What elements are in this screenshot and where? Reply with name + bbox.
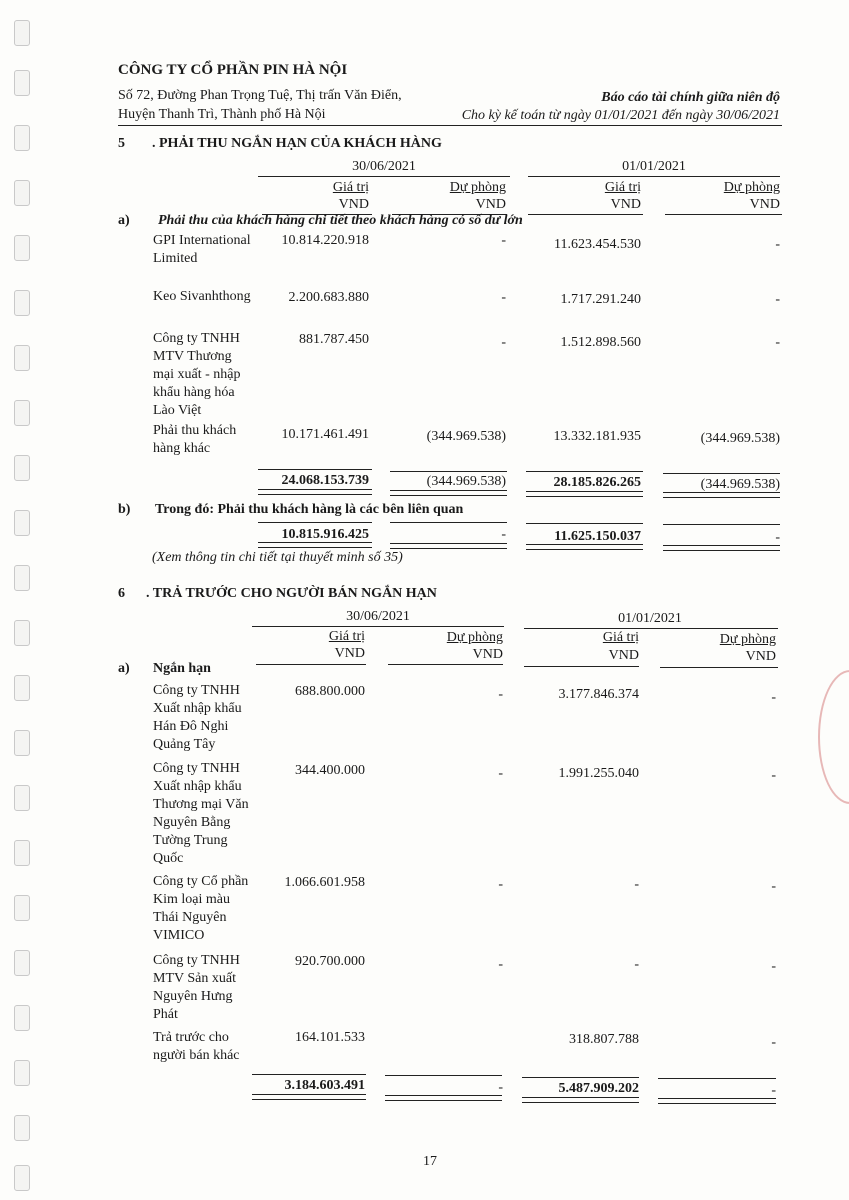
s5-total-top-rule (526, 471, 643, 472)
s5-unit-rule (665, 214, 782, 215)
s6-row-v2: - (634, 957, 639, 972)
s6-row-v1: 1.066.601.958 (284, 875, 365, 890)
s6-date-rule-1 (252, 626, 504, 627)
s6-row-v2: 1.991.255.040 (558, 766, 639, 781)
section-6-title: . TRẢ TRƯỚC CHO NGƯỜI BÁN NGẮN HẠN (146, 586, 437, 601)
s5-row-name: Phải thu khách hàng khác (153, 423, 237, 456)
s5-total-double-rule (258, 489, 372, 495)
s6-total-top-rule (385, 1075, 502, 1076)
s5-a-title: Phải thu của khách hàng chi tiết theo khách hàng có số dư lớn (158, 213, 523, 228)
s6-row-p2: - (771, 690, 776, 705)
s5-total-top-rule (258, 469, 372, 470)
s6-unit-rule (256, 664, 366, 665)
s5-row-p2: - (775, 292, 780, 307)
s6-row-name: Công ty TNHH MTV Sản xuất Nguyên Hưng Phát (153, 953, 240, 1022)
s5-row-v2: 1.512.898.560 (560, 335, 641, 350)
address-line-2: Huyện Thanh Trì, Thành phố Hà Nội (118, 107, 326, 122)
binder-holes (14, 0, 34, 1200)
report-title: Báo cáo tài chính giữa niên độ (601, 90, 780, 105)
s6-unit-rule (524, 666, 639, 667)
s6-unit-1: VND (334, 646, 365, 661)
s5-a-label: a) (118, 213, 130, 228)
s5-b-top-rule (258, 522, 372, 523)
binder-hole (14, 950, 30, 976)
header-rule (118, 125, 782, 126)
red-stamp-fragment (818, 670, 849, 804)
s5-row-name: Keo Sivanhthong (153, 289, 251, 304)
s5-total-top-rule (663, 473, 780, 474)
s6-row-p2: - (771, 959, 776, 974)
page-number: 17 (423, 1154, 437, 1169)
s6-unit-2: VND (472, 647, 503, 662)
s5-unit-rule (528, 214, 643, 215)
binder-hole (14, 1115, 30, 1141)
s6-date-2: 01/01/2021 (618, 611, 682, 626)
address-line-1: Số 72, Đường Phan Trọng Tuệ, Thị trấn Văn Điển, (118, 88, 402, 103)
s6-row-v1: 920.700.000 (295, 954, 365, 969)
section-5-number: 5 (118, 136, 125, 151)
binder-hole (14, 785, 30, 811)
s6-col-prov-2: Dự phòng (719, 632, 776, 647)
s6-row-v1: 164.101.533 (295, 1030, 365, 1045)
s6-total-double-rule (252, 1094, 366, 1100)
s6-total-double-rule (658, 1098, 776, 1104)
s5-col-prov-2: Dự phòng (723, 180, 780, 195)
s6-total-p1: - (498, 1080, 503, 1095)
s5-total-double-rule (390, 490, 507, 496)
s5-row-name: GPI International Limited (153, 233, 251, 266)
binder-hole (14, 70, 30, 96)
s5-row-v2: 11.623.454.530 (554, 237, 641, 252)
s5-row-v2: 13.332.181.935 (553, 429, 641, 444)
s6-row-name: Công ty Cổ phần Kim loại màu Thái Nguyên VIMICO (153, 874, 249, 943)
s6-row-p1: - (498, 687, 503, 702)
s6-row-v2: 318.807.788 (569, 1032, 639, 1047)
s5-row-p1: - (501, 233, 506, 248)
s6-row-p2: - (771, 879, 776, 894)
s6-total-v1: 3.184.603.491 (284, 1078, 365, 1093)
s5-row-p2: - (775, 237, 780, 252)
s6-total-p2: - (771, 1083, 776, 1098)
binder-hole (14, 20, 30, 46)
binder-hole (14, 1060, 30, 1086)
s6-unit-4: VND (745, 649, 776, 664)
s6-unit-rule (388, 664, 503, 665)
binder-hole (14, 730, 30, 756)
s5-b-double-rule (390, 543, 507, 549)
s6-col-value-2: Giá trị (602, 630, 639, 645)
binder-hole (14, 400, 30, 426)
s5-row-p1: - (501, 335, 506, 350)
s5-b-p2: - (775, 530, 780, 545)
s5-row-v1: 10.171.461.491 (281, 427, 369, 442)
binder-hole (14, 180, 30, 206)
s5-total-double-rule (663, 492, 780, 498)
section-6-number: 6 (118, 586, 125, 601)
s5-b-label: b) (118, 502, 131, 517)
binder-hole (14, 345, 30, 371)
s5-b-top-rule (663, 524, 780, 525)
s6-date-1: 30/06/2021 (346, 609, 410, 624)
s5-b-p1: - (501, 527, 506, 542)
binder-hole (14, 290, 30, 316)
s6-row-p1: - (498, 766, 503, 781)
s5-unit-4: VND (749, 197, 780, 212)
s5-total-p2: (344.969.538) (700, 477, 780, 492)
s5-row-p2: (344.969.538) (700, 431, 780, 446)
s5-row-v1: 2.200.683.880 (288, 290, 369, 305)
s5-b-double-rule (663, 545, 780, 551)
s6-a-label: a) (118, 661, 130, 676)
s5-row-v1: 10.814.220.918 (281, 233, 369, 248)
binder-hole (14, 125, 30, 151)
binder-hole (14, 675, 30, 701)
s6-total-top-rule (658, 1078, 776, 1079)
s6-row-p1: - (498, 957, 503, 972)
s6-a-title: Ngắn hạn (153, 661, 211, 676)
s6-total-double-rule (385, 1095, 502, 1101)
section-6-title-text: TRẢ TRƯỚC CHO NGƯỜI BÁN NGẮN HẠN (152, 586, 437, 601)
binder-hole (14, 235, 30, 261)
binder-hole (14, 620, 30, 646)
report-period: Cho kỳ kế toán từ ngày 01/01/2021 đến ngày 30/06/2021 (461, 108, 780, 123)
binder-hole (14, 840, 30, 866)
s6-row-v1: 688.800.000 (295, 684, 365, 699)
s5-date-1: 30/06/2021 (352, 159, 416, 174)
s6-row-v2: 3.177.846.374 (558, 687, 639, 702)
s5-b-top-rule (526, 523, 643, 524)
s5-total-v2: 28.185.826.265 (553, 475, 641, 490)
s5-date-2: 01/01/2021 (622, 159, 686, 174)
s5-b-v1: 10.815.916.425 (281, 527, 369, 542)
s5-row-v1: 881.787.450 (299, 332, 369, 347)
s6-row-name: Trả trước cho người bán khác (153, 1030, 240, 1063)
s5-date-rule-2 (528, 176, 780, 177)
s6-row-v1: 344.400.000 (295, 763, 365, 778)
s6-total-double-rule (522, 1097, 639, 1103)
s6-col-prov-1: Dự phòng (446, 630, 503, 645)
s5-col-value-2: Giá trị (604, 180, 641, 195)
s5-note: (Xem thông tin chi tiết tại thuyết minh số 35) (152, 550, 403, 565)
section-5-title-text: PHẢI THU NGẮN HẠN CỦA KHÁCH HÀNG (159, 136, 442, 151)
s5-row-v2: 1.717.291.240 (560, 292, 641, 307)
s5-unit-3: VND (610, 197, 641, 212)
s6-total-top-rule (252, 1074, 366, 1075)
s6-col-value-1: Giá trị (328, 629, 365, 644)
s5-total-p1: (344.969.538) (426, 474, 506, 489)
s5-b-v2: 11.625.150.037 (554, 529, 641, 544)
s6-row-v2: - (634, 877, 639, 892)
s6-unit-3: VND (608, 648, 639, 663)
s6-unit-rule (660, 667, 778, 668)
s5-total-v1: 24.068.153.739 (281, 473, 369, 488)
s5-total-top-rule (390, 471, 507, 472)
s5-row-p1: - (501, 290, 506, 305)
binder-hole (14, 565, 30, 591)
binder-hole (14, 455, 30, 481)
section-5-title: . PHẢI THU NGẮN HẠN CỦA KHÁCH HÀNG (152, 136, 442, 151)
s5-date-rule-1 (258, 176, 510, 177)
s6-row-p1: - (498, 877, 503, 892)
s6-row-p2: - (771, 768, 776, 783)
s5-row-p2: - (775, 335, 780, 350)
s5-unit-2: VND (475, 197, 506, 212)
s5-row-p1: (344.969.538) (426, 429, 506, 444)
s5-row-name: Công ty TNHH MTV Thương mại xuất - nhập khẩu hàng hóa Lào Việt (153, 331, 241, 418)
s5-col-prov-1: Dự phòng (449, 180, 506, 195)
binder-hole (14, 1005, 30, 1031)
s6-row-p2: - (771, 1035, 776, 1050)
s5-total-double-rule (526, 491, 643, 497)
binder-hole (14, 510, 30, 536)
company-name: CÔNG TY CỔ PHẦN PIN HÀ NỘI (118, 62, 348, 78)
binder-hole (14, 895, 30, 921)
s6-row-name: Công ty TNHH Xuất nhập khẩu Thương mại Văn Nguyên Bằng Tường Trung Quốc (153, 761, 249, 866)
s5-b-top-rule (390, 522, 507, 523)
s6-row-name: Công ty TNHH Xuất nhập khẩu Hán Đô Nghi Quảng Tây (153, 683, 242, 752)
s5-b-title: Trong đó: Phải thu khách hàng là các bên liên quan (155, 502, 464, 517)
s5-unit-1: VND (338, 197, 369, 212)
binder-hole (14, 1165, 30, 1191)
s5-b-double-rule (258, 542, 372, 548)
s6-total-top-rule (522, 1077, 639, 1078)
s6-date-rule-2 (524, 628, 778, 629)
s5-b-double-rule (526, 544, 643, 550)
s5-col-value-1: Giá trị (332, 180, 369, 195)
s6-total-v2: 5.487.909.202 (558, 1081, 639, 1096)
